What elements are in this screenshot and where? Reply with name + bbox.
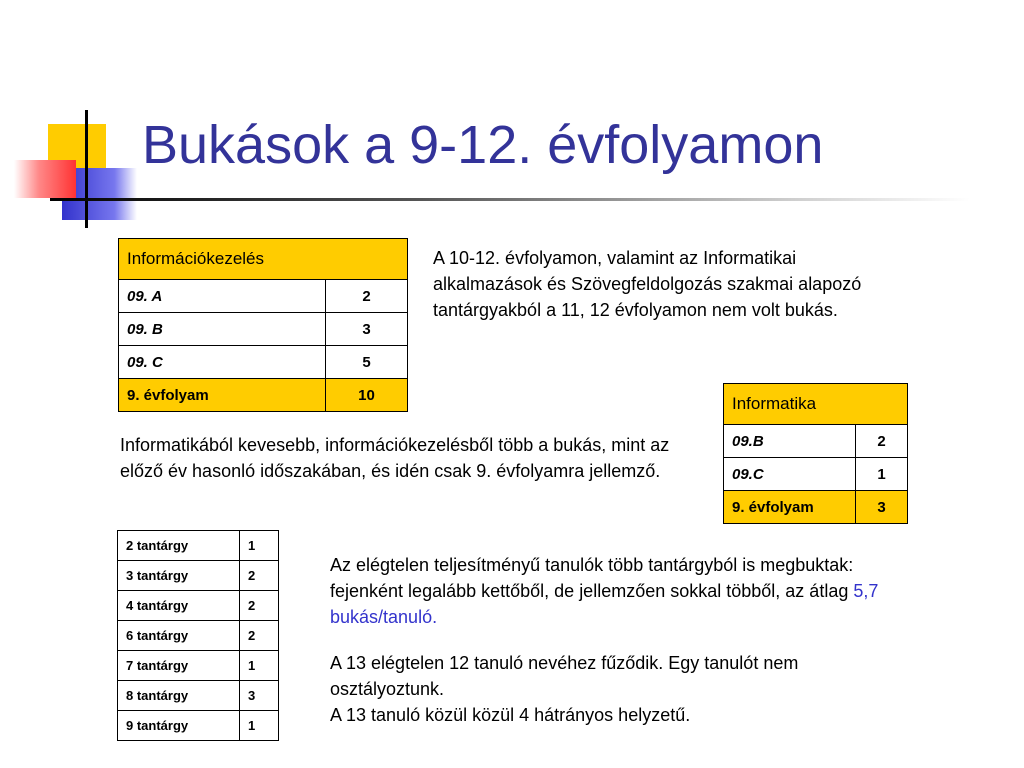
row-value: 3 [240,681,279,711]
table-row [119,280,408,313]
row-label: 4 tantárgy [118,591,240,621]
total-label: 9. évfolyam [724,491,856,524]
text-bottom-line1: A 13 elégtelen 12 tanuló nevéhez fűződik. Egy tanulót nem osztályoztunk. [330,653,799,699]
row-value: 2 [856,425,908,458]
row-value: 1 [240,651,279,681]
row-value: 5 [326,346,408,379]
table-row [118,681,279,711]
table-row [118,621,279,651]
table-total-row [724,491,908,524]
total-value: 3 [856,491,908,524]
row-value: 1 [856,458,908,491]
table-row [118,561,279,591]
decor-red-square [14,160,76,198]
table-row [119,346,408,379]
table-informatika [723,383,908,524]
text-bottom-p1 [330,552,890,630]
table-row [118,651,279,681]
table-row [724,425,908,458]
text-bottom-main: Az elégtelen teljesítményű tanulók több tantárgyból is megbuktak: fejenként legalább kettőből, de jellemzően sokkal többől, az átlag [330,555,854,601]
row-label: 3 tantárgy [118,561,240,591]
row-label: 09. B [119,313,326,346]
row-value: 2 [240,621,279,651]
row-label: 2 tantárgy [118,531,240,561]
table-header: Információkezelés [119,239,408,280]
decor-vertical-line [85,110,88,228]
total-label: 9. évfolyam [119,379,326,412]
row-value: 2 [240,561,279,591]
table-row [118,531,279,561]
table-row [118,591,279,621]
table-header: Informatika [724,384,908,425]
row-label: 6 tantárgy [118,621,240,651]
average-highlight: 5,7 bukás/tanuló. [330,581,879,627]
row-value: 3 [326,313,408,346]
table-informaciokezeles [118,238,408,412]
row-label: 09. A [119,280,326,313]
table-row [119,313,408,346]
table-row [118,711,279,741]
row-value: 2 [326,280,408,313]
row-label: 09. C [119,346,326,379]
row-label: 09.C [724,458,856,491]
slide-title: Bukások a 9-12. évfolyamon [142,115,824,175]
text-middle: Informatikából kevesebb, információkezelésből több a bukás, mint az előző év hasonló időszakában, és idén csak 9. évfolyamra jellemző. [120,435,670,481]
text-right-top: A 10-12. évfolyamon, valamint az Informatikai alkalmazások és Szövegfeldolgozás szakmai alapozó tantárgyakból a 11, 12 évfolyamon nem volt bukás. [433,248,862,320]
decor-horizontal-line [50,198,970,201]
table-row [724,458,908,491]
row-label: 7 tantárgy [118,651,240,681]
table-total-row [119,379,408,412]
text-bottom-p2 [330,650,890,728]
row-value: 1 [240,711,279,741]
row-value: 2 [240,591,279,621]
row-label: 09.B [724,425,856,458]
total-value: 10 [326,379,408,412]
row-label: 9 tantárgy [118,711,240,741]
table-tantargy [117,530,279,741]
row-value: 1 [240,531,279,561]
row-label: 8 tantárgy [118,681,240,711]
text-bottom-line2: A 13 tanuló közül közül 4 hátrányos helyzetű. [330,705,691,725]
